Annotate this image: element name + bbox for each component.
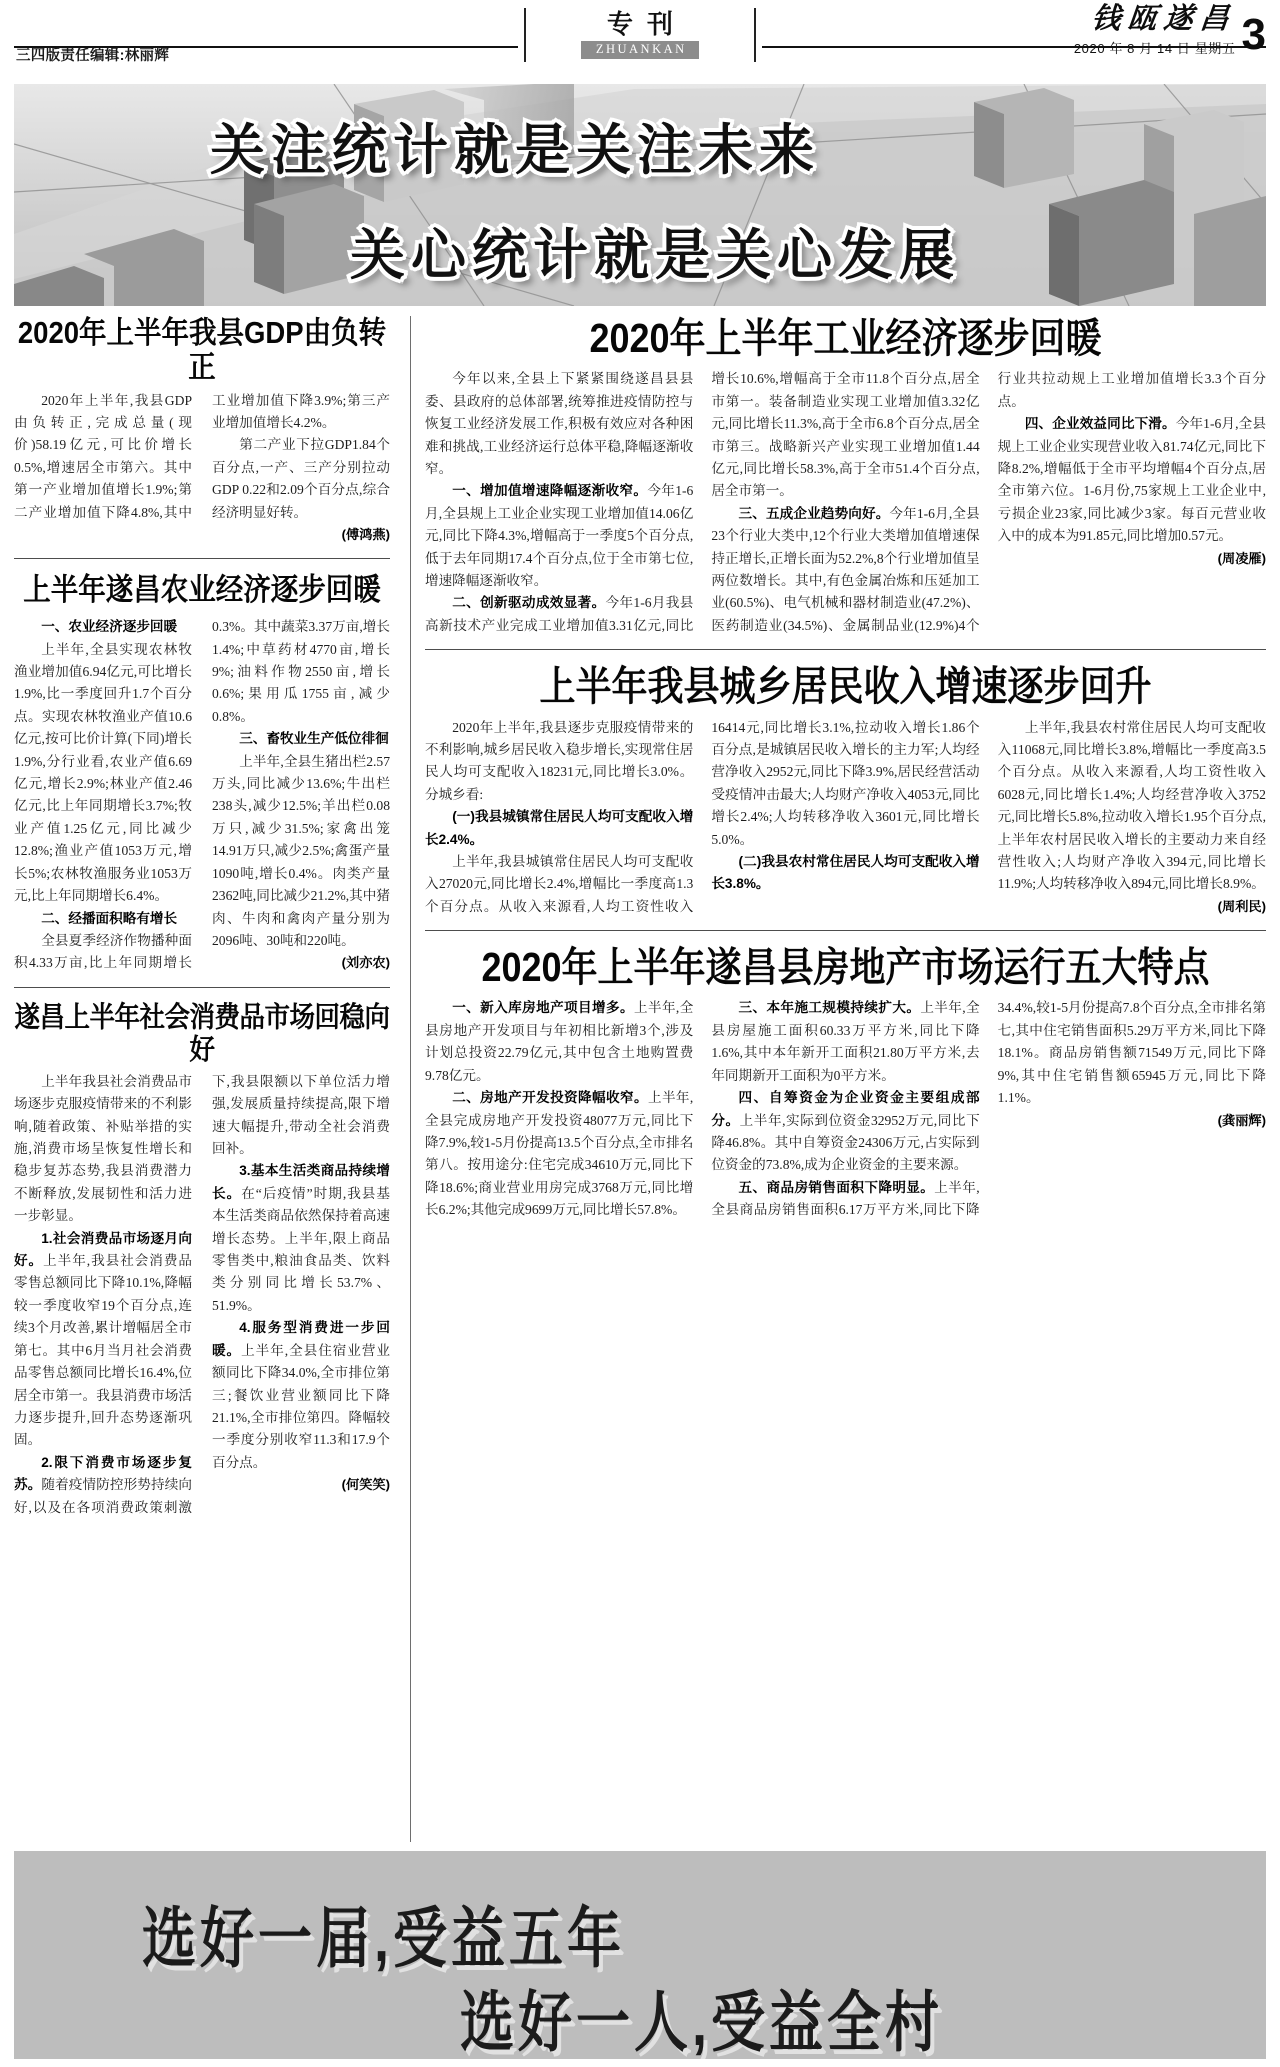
article-industry-headline: 2020年上半年工业经济逐步回暖 xyxy=(589,314,1102,361)
paragraph-text: 今年1-6月,全县规上工业企业实现工业增加值14.06亿元,同比下降4.3%,增幅高于一季度5个百分点,低于去年同期17.4个百分点,位于全市第七位,增速降幅逐渐收窄。 xyxy=(425,483,694,588)
section-heading xyxy=(711,851,979,896)
section-heading xyxy=(14,908,192,930)
paragraph-text: 上半年,实际到位资金32952万元,同比下降46.8%。其中自筹资金24306万元,占实际到位资金的73.8%,成为企业资金的主要来源。 xyxy=(711,1112,980,1173)
article-byline: (傅鸿燕) xyxy=(341,527,390,543)
paragraph-text: 上半年,全县房地产开发项目与年初相比新增3个,涉及计划总投资22.79亿元,其中包含土地购置费9.78亿元。 xyxy=(425,1000,694,1083)
article-realestate-body xyxy=(425,997,1266,1221)
section-name-cn: 专刊 xyxy=(606,8,687,39)
banner-slogan-line-1: 关注统计就是关注未来 xyxy=(210,119,821,181)
paragraph: 全县夏季经济作物播种面积4.33万亩,比上年同期增长0.3%。其中蔬菜3.37万亩,增长1.4%;中草药材4770亩,增长9%;油料作物2550亩,增长0.6%;果用瓜1755亩,减少0.8%。 xyxy=(14,619,390,971)
paragraph-text: 上半年,全县完成房地产开发投资48077万元,同比下降7.9%,较1-5月份提高13.5个百分点,全市排名第八。按用途分:住宅完成34610万元,同比下降18.6%;商业营业用房完成3768万元,同比增长6.2%;其他完成9699万元,同比增长57.8%。 xyxy=(425,1090,694,1218)
section-heading-text: 一、农业经济逐步回暖 xyxy=(41,619,178,635)
section-heading xyxy=(212,728,390,750)
paragraph-text: 今年1-6月,全县23个行业大类中,12个行业大类增加值增速保持正增长,正增长面为52.2%,8个行业增加值呈两位数增长。其中,有色金属冶炼和压延加工业(60.5%)、电气机械和器材制造业(47.2%)、医药制造业(34.5%)、金属制品业(12.9%)4个行业共拉动规上工业增加值增长3.3个百分点。 xyxy=(711,371,1266,633)
paragraph: 上半年,全县生猪出栏2.57万头,同比减少13.6%;牛出栏238头,减少12.5%;羊出栏0.08万只,减少31.5%;家禽出笼14.91万只,减少2.5%;禽蛋产量1090吨,增长0.4%。肉类产量2362吨,同比减少21.2%,其中猪肉、牛肉和禽肉产量分别为2096吨、30吨和220吨。 xyxy=(212,753,390,948)
article-income-headline: 上半年我县城乡居民收入增速逐步回升 xyxy=(539,663,1152,709)
article-agriculture-headline: 上半年遂昌农业经济逐步回暖 xyxy=(23,572,381,608)
article-divider xyxy=(425,930,1266,931)
article-gdp-body xyxy=(14,390,390,547)
section-heading-text: 五、商品房销售面积下降明显。 xyxy=(738,1179,935,1195)
section-heading-text: 三、畜牧业生产低位徘徊 xyxy=(239,731,389,747)
section-heading-text: 2.限下消费市场逐步复苏。 xyxy=(14,1454,192,1493)
paragraph xyxy=(425,1087,693,1221)
paragraph: 上半年,我县城镇常住居民人均可支配收入27020元,同比增长2.4%,增幅比一季度高1.3个百分点。从收入来源看,人均工资性收入16414元,同比增长3.1%,拉动收入增长1.86个百分点,是城镇居民收入增长的主力军;人均经营净收入2952元,同比下降3.9%,居民经营活动受疫情冲击最大;人均财产净收入4053元,同比增长2.4%;人均转移净收入3601元,同比增长5.0%。 xyxy=(425,719,980,914)
paragraph: 上半年,全县实现农林牧渔业增加值6.94亿元,可比增长1.9%,比一季度回升1.7个百分点。实现农林牧渔业产值10.6亿元,按可比价计算(下同)增长1.9%,分行业看,农业产值6.69亿元,增长2.9%;林业产值2.46亿元,比上年同期增长3.7%;牧业产值1.25亿元,同比减少12.8%;渔业产值1053万元,增长5%;农林牧渔服务业1053万元,比上年同期增长6.4%。 xyxy=(14,641,192,904)
article-byline: (周凌雁) xyxy=(1217,550,1266,566)
paragraph-text: 上半年,全县房屋施工面积60.33万平方米,同比下降1.6%,其中本年新开工面积21.80万平方米,去年同期新开工面积为0平方米。 xyxy=(711,1000,980,1083)
page-number: 3 xyxy=(1241,9,1266,59)
section-heading-text: 三、五成企业趋势向好。 xyxy=(738,505,890,521)
section-heading-text: 四、自筹资金为企业资金主要组成部分。 xyxy=(711,1090,980,1128)
paragraph xyxy=(212,1160,390,1317)
bottom-slogan-banner xyxy=(14,1851,1266,2059)
paragraph-text: 今年1-6月,全县规上工业企业实现营业收入81.74亿元,同比下降8.2%,增幅低于全市平均增幅4个百分点,居全市第六位。1-6月份,75家规上工业企业中,亏损企业23家,同比减少3家。每百元营业收入中的成本为91.85元,同比增加0.57元。 xyxy=(997,416,1266,544)
section-heading-text: 二、房地产开发投资降幅收窄。 xyxy=(452,1090,648,1106)
section-heading-text: 四、企业效益同比下滑。 xyxy=(1024,416,1176,432)
section-heading xyxy=(425,806,693,851)
section-heading-text: 二、经播面积略有增长 xyxy=(41,910,178,926)
paragraph: 2020年上半年,我县逐步克服疫情带来的不利影响,城乡居民收入稳步增长,实现常住居民人均可支配收入18231元,同比增长3.0%。分城乡看: xyxy=(425,719,694,802)
section-heading-text: 1.社会消费品市场逐月向好。 xyxy=(14,1230,192,1269)
newspaper-brand-title: 钱瓯遂昌 xyxy=(1089,3,1238,35)
paragraph xyxy=(711,997,979,1087)
top-slogan-banner xyxy=(14,84,1266,306)
paragraph-text: 在“后疫情”时期,我县基本生活类商品依然保持着高速增长态势。上半年,限上商品零售类中,粮油食品类、饮料类分别同比增长53.7%、51.9%。 xyxy=(212,1185,390,1313)
left-column-group xyxy=(14,316,404,1842)
section-nameplate xyxy=(524,8,756,62)
article-industry xyxy=(425,316,1266,637)
bottom-slogan-line-1: 选好一届,受益五年 xyxy=(142,1902,626,1976)
article-income xyxy=(425,664,1266,918)
section-heading-text: 二、创新驱动成效显著。 xyxy=(452,595,606,611)
article-divider xyxy=(14,987,390,988)
paragraph: 2020年上半年,我县GDP由负转正,完成总量(现价)58.19亿元,可比价增长0.5%,增速居全市第六。其中第一产业增加值增长1.9%;第二产业增加值下降4.8%,其中工业增加值下降3.9%;第三产业增加值增长4.2%。 xyxy=(14,392,390,520)
paragraph xyxy=(711,1087,979,1177)
article-consumption xyxy=(14,1002,390,1519)
article-byline: (何笑笑) xyxy=(341,1477,390,1493)
section-heading-text: 4.服务型消费进一步回暖。 xyxy=(212,1320,390,1358)
paragraph-text: 随着疫情防控形势持续向好,以及在各项消费政策刺激下,我县限额以下单位活力增强,发展质量持续提高,限下增速大幅提升,带动全社会消费回补。 xyxy=(14,1073,390,1515)
bottom-slogan-line-2: 选好一人,受益全村 xyxy=(460,1986,944,2059)
brand-block xyxy=(1074,4,1236,57)
paragraph: 上半年我县社会消费品市场逐步克服疫情带来的不利影响,随着政策、补贴举措的实施,消费市场呈恢复性增长和稳步复苏态势,我县消费潜力不断释放,发展韧性和活力进一步彰显。 xyxy=(14,1073,192,1224)
article-byline: (龚丽辉) xyxy=(1217,1112,1266,1128)
paragraph xyxy=(425,997,693,1087)
section-heading-text: 一、增加值增速降幅逐渐收窄。 xyxy=(452,483,648,499)
responsible-editor-label: 三四版责任编辑:林丽辉 xyxy=(16,48,170,64)
section-heading-text: 3.基本生活类商品持续增长。 xyxy=(212,1163,390,1201)
paragraph-text: 今年1-6月我县高新技术产业完成工业增加值3.31亿元,同比增长10.6%,增幅高于全市11.8个百分点,居全市第一。装备制造业实现工业增加值3.32亿元,同比增长11.3%,高于全市6.8个百分点,居全市第三。战略新兴产业实现工业增加值1.44亿元,同比增长58.3%,高于全市51.4个百分点,居全市第一。 xyxy=(425,371,980,633)
article-divider xyxy=(425,649,1266,650)
article-consumption-body xyxy=(14,1071,390,1519)
article-realestate-headline: 2020年上半年遂昌县房地产市场运行五大特点 xyxy=(481,944,1210,990)
article-realestate xyxy=(425,945,1266,1221)
paragraph: 今年以来,全县上下紧紧围绕遂昌县县委、县政府的总体部署,统筹推进疫情防控与恢复工业经济发展工作,积极有效应对各种困难和挑战,工业经济运行总体平稳,降幅逐渐收窄。 xyxy=(425,371,694,476)
paragraph: 第二产业下拉GDP1.84个百分点,一产、三产分别拉动GDP 0.22和2.09个百分点,综合经济明显好转。 xyxy=(212,437,390,520)
paragraph-text: 上半年,全县住宿业营业额同比下降34.0%,全市排位第三;餐饮业营业额同比下降21.1%,全市排位第四。降幅较一季度分别收窄11.3和17.9个百分点。 xyxy=(212,1342,391,1470)
section-heading-text: 一、新入库房地产项目增多。 xyxy=(452,1000,634,1016)
paragraph xyxy=(14,1228,192,1452)
banner-slogan-line-2: 关心统计就是关心发展 xyxy=(350,224,961,286)
article-gdp xyxy=(14,316,390,546)
article-consumption-headline: 遂昌上半年社会消费品市场回稳向好 xyxy=(14,1001,390,1066)
article-income-body xyxy=(425,717,1266,919)
paragraph: 上半年,我县农村常住居民人均可支配收入11068元,同比增长3.8%,增幅比一季度高3.5个百分点。从收入来源看,人均工资性收入6028元,同比增长1.4%;人均经营净收入3752元,同比增长5.8%,拉动收入增长1.95个百分点,上半年农村居民收入增长的主要动力来自经营性收入;人均财产净收入394元,同比增长11.9%;人均转移净收入894元,同比增长8.9%。 xyxy=(997,719,1266,892)
article-industry-body xyxy=(425,368,1266,637)
paragraph xyxy=(425,480,693,592)
section-heading-text: 三、本年施工规模持续扩大。 xyxy=(738,1000,921,1016)
article-divider xyxy=(14,558,390,559)
paragraph xyxy=(212,1317,390,1474)
right-column-group xyxy=(417,316,1266,1842)
column-group-divider xyxy=(410,316,411,1842)
issue-date: 2020 年 8 月 14 日 星期五 xyxy=(1073,41,1236,57)
masthead-right-block xyxy=(1074,4,1266,57)
article-byline: (周利民) xyxy=(1217,898,1266,914)
section-name-pinyin: ZHUANKAN xyxy=(581,41,698,59)
paragraph-text: 上半年,全县商品房销售面积6.17万平方米,同比下降34.4%,较1-5月份提高7.8个百分点,全市排名第七,其中住宅销售面积5.29万平方米,同比下降18.1%。商品房销售额71549万元,同比下降9%,其中住宅销售额65945万元,同比下降1.1%。 xyxy=(711,1000,1266,1218)
section-heading-text: (二)我县农村常住居民人均可支配收入增长3.8%。 xyxy=(711,853,980,892)
article-gdp-headline: 2020年上半年我县GDP由负转正 xyxy=(17,314,387,385)
page-body xyxy=(14,316,1266,1842)
paragraph-text: 上半年,我县社会消费品零售总额同比下降10.1%,降幅较一季度收窄19个百分点,连续3个月改善,累计增幅居全市第七。其中6月当月社会消费品零售总额同比增长16.4%,位居全市第一。我县消费市场活力逐步提升,回升态势逐渐巩固。 xyxy=(14,1253,193,1448)
article-byline: (刘亦农) xyxy=(341,955,390,971)
section-heading xyxy=(14,616,192,638)
section-heading-text: (一)我县城镇常住居民人均可支配收入增长2.4%。 xyxy=(425,809,694,847)
masthead xyxy=(0,0,1280,78)
paragraph xyxy=(998,413,1266,547)
article-agriculture-body xyxy=(14,616,390,975)
article-agriculture xyxy=(14,573,390,974)
banner-slogan-lines xyxy=(14,84,1266,306)
